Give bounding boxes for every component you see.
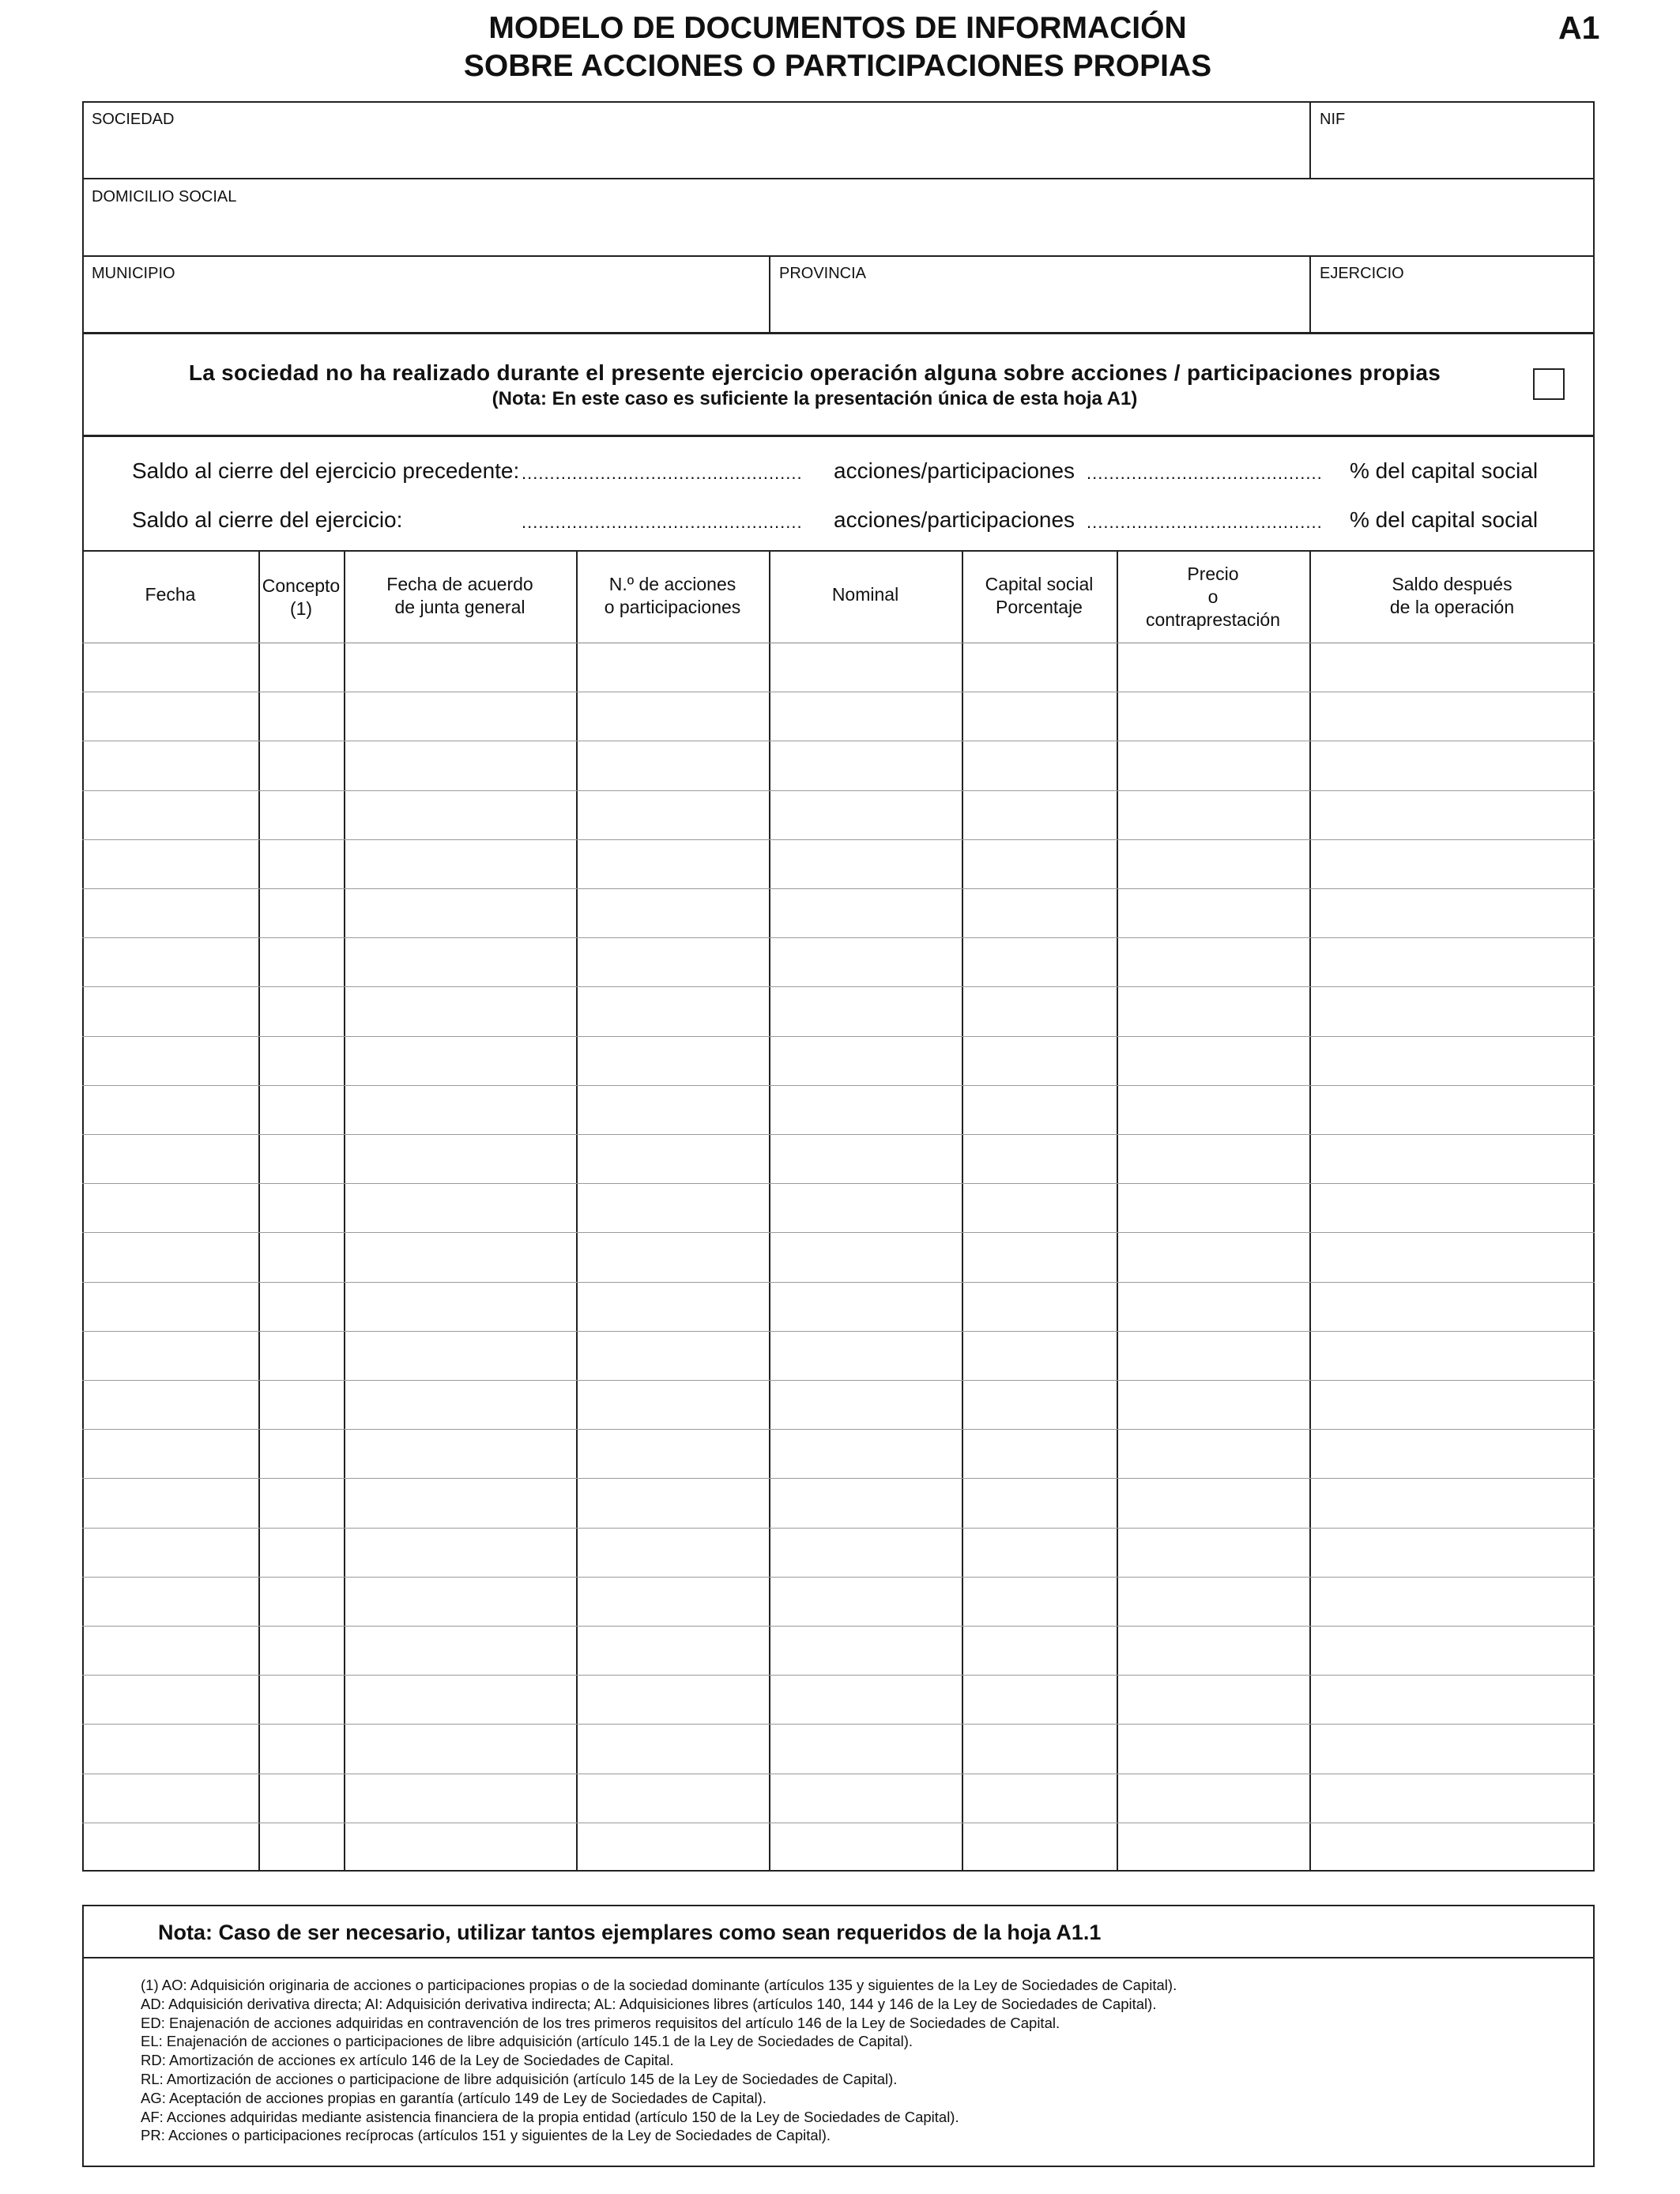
table-row-line — [82, 1380, 1595, 1381]
table-row-line — [82, 986, 1595, 987]
sheet-code: A1 — [1558, 9, 1600, 46]
column-divider — [258, 550, 260, 1872]
table-row-line — [82, 1134, 1595, 1135]
table-row-line — [82, 1577, 1595, 1578]
saldo-precedente-label: Saldo al cierre del ejercicio precedente: — [132, 458, 520, 483]
sociedad-field[interactable]: SOCIEDAD — [92, 111, 175, 128]
divider — [82, 1957, 1595, 1958]
column-header-fecha: Fecha — [145, 584, 196, 605]
saldo-ejercicio-shares-field[interactable]: .................................................. — [522, 512, 803, 532]
no-operations-box — [82, 333, 1595, 436]
legend-line: PR: Acciones o participaciones recíprocas (artículos 151 y siguientes de la Ley de Sociedades de Capital). — [141, 2127, 831, 2144]
shares-unit-label: acciones/participaciones — [834, 507, 1075, 532]
table-row-line — [82, 1724, 1595, 1725]
legend-line: AD: Adquisición derivativa directa; AI: Adquisición derivativa indirecta; AL: Adquisiciones libres (artículos 140, 144 y 146 de la Ley de Sociedades de Capital). — [141, 1995, 1157, 2012]
capital-unit-label: % del capital social — [1350, 458, 1539, 483]
column-header-nominal: Nominal — [831, 584, 899, 605]
column-header-capital-social: Capital social Porcentaje — [985, 574, 1094, 617]
company-info-box — [82, 101, 1595, 334]
table-row-line — [82, 839, 1595, 840]
ejercicio-field[interactable]: EJERCICIO — [1320, 265, 1404, 282]
legend-line: AG: Aceptación de acciones propias en garantía (artículo 149 de Ley de Sociedades de Capital). — [141, 2089, 767, 2106]
no-operations-checkbox[interactable] — [1533, 368, 1565, 400]
shares-unit-label: acciones/participaciones — [834, 458, 1075, 483]
column-header-num-acciones: N.º de acciones o participaciones — [604, 574, 741, 617]
column-header-saldo: Saldo después de la operación — [1389, 574, 1515, 617]
no-operations-statement: La sociedad no ha realizado durante el presente ejercicio operación alguna sobre acciones / participaciones propias — [188, 360, 1441, 385]
column-divider — [344, 550, 345, 1872]
nif-field[interactable]: NIF — [1320, 111, 1346, 128]
footer-note: Nota: Caso de ser necesario, utilizar tantos ejemplares como sean requeridos de la hoja A1.1 — [158, 1921, 1102, 1944]
table-row-line — [82, 1183, 1595, 1184]
table-row-line — [82, 1085, 1595, 1086]
legend-line: EL: Enajenación de acciones o participaciones de libre adquisición (artículo 145.1 de la Ley de Sociedades de Capital). — [141, 2033, 913, 2050]
divider — [1309, 255, 1311, 334]
capital-unit-label: % del capital social — [1350, 507, 1539, 532]
legend-line: AF: Acciones adquiridas mediante asistencia financiera de la propia entidad (artículo 150 de la Ley de Sociedades de Capital). — [141, 2108, 959, 2125]
column-divider — [1117, 550, 1118, 1872]
column-divider — [769, 550, 770, 1872]
column-header-fecha-acuerdo: Fecha de acuerdo de junta general — [386, 574, 533, 617]
saldo-ejercicio-label: Saldo al cierre del ejercicio: — [132, 507, 403, 532]
table-row-line — [82, 1331, 1595, 1332]
title-line-2: SOBRE ACCIONES O PARTICIPACIONES PROPIAS — [463, 49, 1212, 83]
municipio-field[interactable]: MUNICIPIO — [92, 265, 175, 282]
table-row-line — [82, 1232, 1595, 1233]
concept-legend — [141, 1976, 1177, 2145]
table-row-line — [82, 1036, 1595, 1037]
page-title — [261, 9, 1414, 85]
divider — [82, 255, 1595, 257]
table-row-line — [82, 1478, 1595, 1479]
table-row-line — [82, 790, 1595, 791]
no-operations-note: (Nota: En este caso es suficiente la presentación única de esta hoja A1) — [492, 388, 1138, 409]
table-row-line — [82, 937, 1595, 938]
legend-line: ED: Enajenación de acciones adquiridas en contravención de los tres primeros requisitos del artículo 146 de la Ley de Sociedades de Capital. — [141, 2014, 1060, 2031]
column-divider — [576, 550, 578, 1872]
table-row-line — [82, 1528, 1595, 1529]
saldo-precedente-shares-field[interactable]: .................................................. — [522, 463, 803, 483]
legend-line: RD: Amortización de acciones ex artículo 146 de la Ley de Sociedades de Capital. — [141, 2052, 674, 2069]
title-line-1: MODELO DE DOCUMENTOS DE INFORMACIÓN — [488, 11, 1187, 45]
provincia-field[interactable]: PROVINCIA — [779, 265, 867, 282]
divider — [769, 255, 770, 334]
divider — [1309, 101, 1311, 179]
saldo-precedente-capital-field[interactable]: .......................................... — [1087, 463, 1323, 483]
divider — [82, 178, 1595, 179]
column-divider — [962, 550, 963, 1872]
legend-line: (1) AO: Adquisición originaria de acciones o participaciones propias o de la sociedad dominante (artículos 135 y siguientes de la Ley de Sociedades de Capital). — [141, 1977, 1177, 1993]
column-header-precio: Precio o contraprestación — [1145, 564, 1281, 630]
table-row-line — [82, 888, 1595, 889]
operations-table — [82, 550, 1595, 1872]
table-row-line — [82, 1429, 1595, 1430]
legend-line: RL: Amortización de acciones o participacione de libre adquisición (artículo 145 de la Ley de Sociedades de Capital). — [141, 2070, 898, 2087]
balances-box — [82, 435, 1595, 552]
table-row-line — [82, 1282, 1595, 1283]
table-row-line — [82, 1675, 1595, 1676]
column-header-concepto: Concepto (1) — [262, 575, 341, 619]
domicilio-social-field[interactable]: DOMICILIO SOCIAL — [92, 188, 237, 205]
table-row-line — [82, 1626, 1595, 1627]
saldo-ejercicio-capital-field[interactable]: .......................................... — [1087, 512, 1323, 532]
column-divider — [1309, 550, 1311, 1872]
